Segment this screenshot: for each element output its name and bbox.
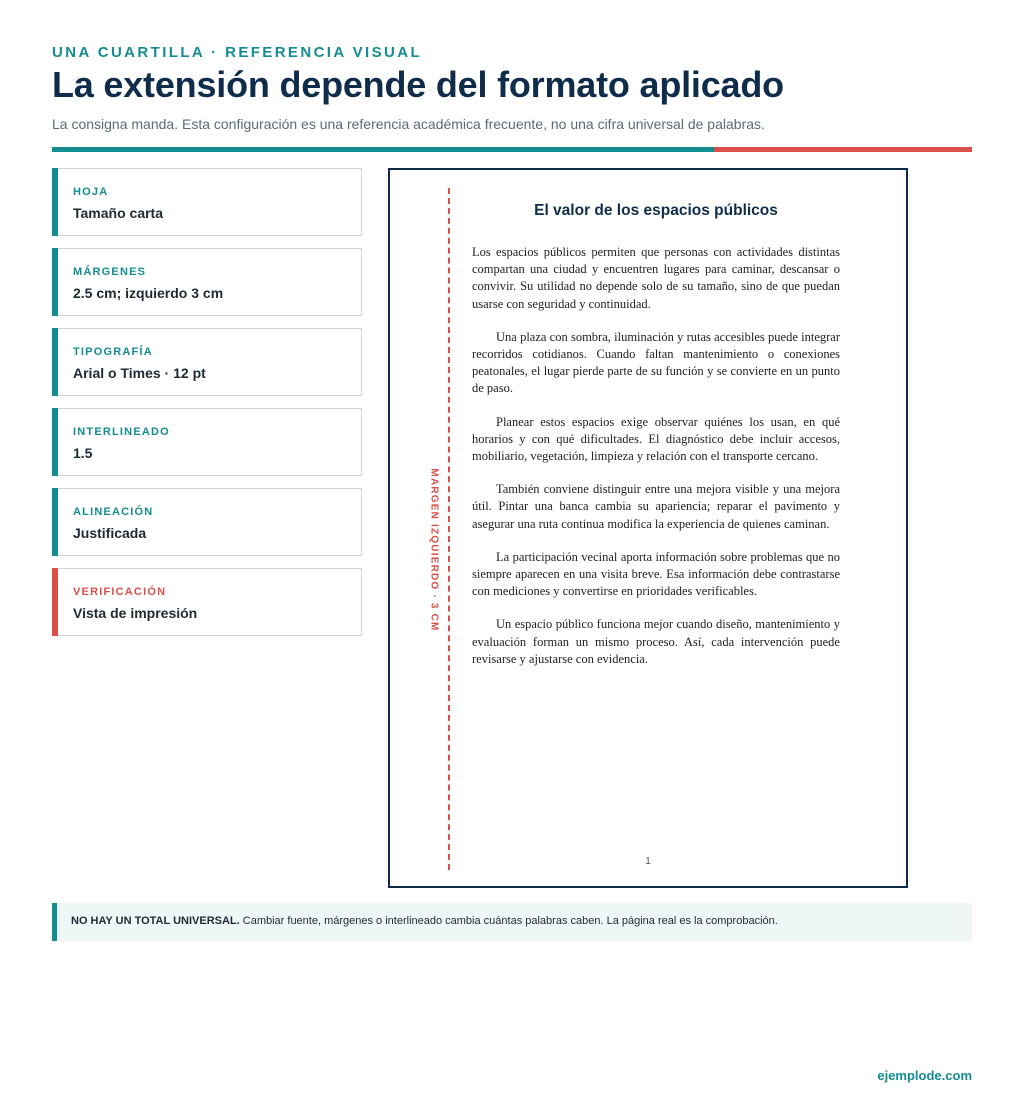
card-verificacion [52, 568, 362, 636]
card-label: MÁRGENES [73, 266, 147, 278]
card-value: Tamaño carta [73, 205, 163, 221]
document-paragraph: La participación vecinal aporta información sobre problemas que no siempre aparecen en una visita breve. Esa información debe contrastarse con mediciones y convertirse en prioridades verificables. [472, 549, 840, 599]
card-label: INTERLINEADO [73, 426, 170, 438]
page-title: La extensión depende del formato aplicado [52, 64, 784, 105]
document-paragraph: Los espacios públicos permiten que personas con actividades distintas compartan una ciudad y encuentren lugares para caminar, descansar o convivir. Su utilidad no depende solo de su tamaño, sino de que puedan usarse con seguridad y continuidad. [472, 245, 840, 311]
card-value: Vista de impresión [73, 605, 198, 621]
card-value: Arial o Times · 12 pt [73, 365, 206, 381]
document-paragraph: También conviene distinguir entre una mejora visible y una mejora útil. Pintar una banca cambia su apariencia; reparar el pavimento y asegurar una ruta continua modifica la experiencia de quienes caminan. [472, 482, 840, 531]
note-text [71, 915, 778, 927]
page-number: 1 [645, 856, 651, 867]
card-tipografia [52, 328, 362, 396]
card-label: TIPOGRAFÍA [73, 346, 153, 358]
sample-page [388, 168, 908, 888]
note-strong: NO HAY UN TOTAL UNIVERSAL. [71, 915, 240, 927]
left-margin-guide [448, 188, 450, 870]
card-value: 1.5 [73, 445, 93, 461]
left-margin-label: MARGEN IZQUIERDO · 3 CM [428, 468, 440, 632]
card-value: Justificada [73, 525, 147, 541]
document-paragraph: Un espacio público funciona mejor cuando diseño, mantenimiento y evaluación forman un mismo proceso. Así, cada intervención puede revisarse y ajustarse con evidencia. [472, 617, 840, 666]
divider-teal-segment [52, 147, 714, 152]
card-label: VERIFICACIÓN [73, 586, 167, 598]
card-label: HOJA [73, 186, 109, 198]
card-interlineado [52, 408, 362, 476]
note-body: Cambiar fuente, márgenes o interlineado cambia cuántas palabras caben. La página real es la comprobación. [239, 915, 778, 927]
info-note [52, 903, 972, 941]
document-paragraph: Planear estos espacios exige observar quiénes los usan, en qué horarios y con qué dificultades. El diagnóstico debe incluir accesos, mobiliario, vegetación, limpieza y relación con el transporte cercano. [472, 414, 840, 464]
card-label: ALINEACIÓN [73, 506, 154, 518]
document-paragraph: Una plaza con sombra, iluminación y rutas accesibles puede integrar recorridos cotidianos. Cuando faltan mantenimiento o conexiones peatonales, el lugar pierde parte de su función y se convierte en un punto de paso. [472, 329, 840, 396]
card-alineacion [52, 488, 362, 556]
format-cards [52, 168, 362, 648]
document-body [472, 244, 840, 684]
eyebrow: UNA CUARTILLA · REFERENCIA VISUAL [52, 44, 423, 61]
brand-link[interactable]: ejemplode.com [877, 1068, 972, 1083]
divider-red-segment [714, 147, 972, 152]
header-divider [52, 147, 972, 152]
card-value: 2.5 cm; izquierdo 3 cm [73, 285, 224, 301]
card-hoja [52, 168, 362, 236]
card-margenes [52, 248, 362, 316]
page-subtitle: La consigna manda. Esta configuración es una referencia académica frecuente, no una cifra universal de palabras. [52, 116, 765, 132]
document-title: El valor de los espacios públicos [534, 202, 778, 219]
